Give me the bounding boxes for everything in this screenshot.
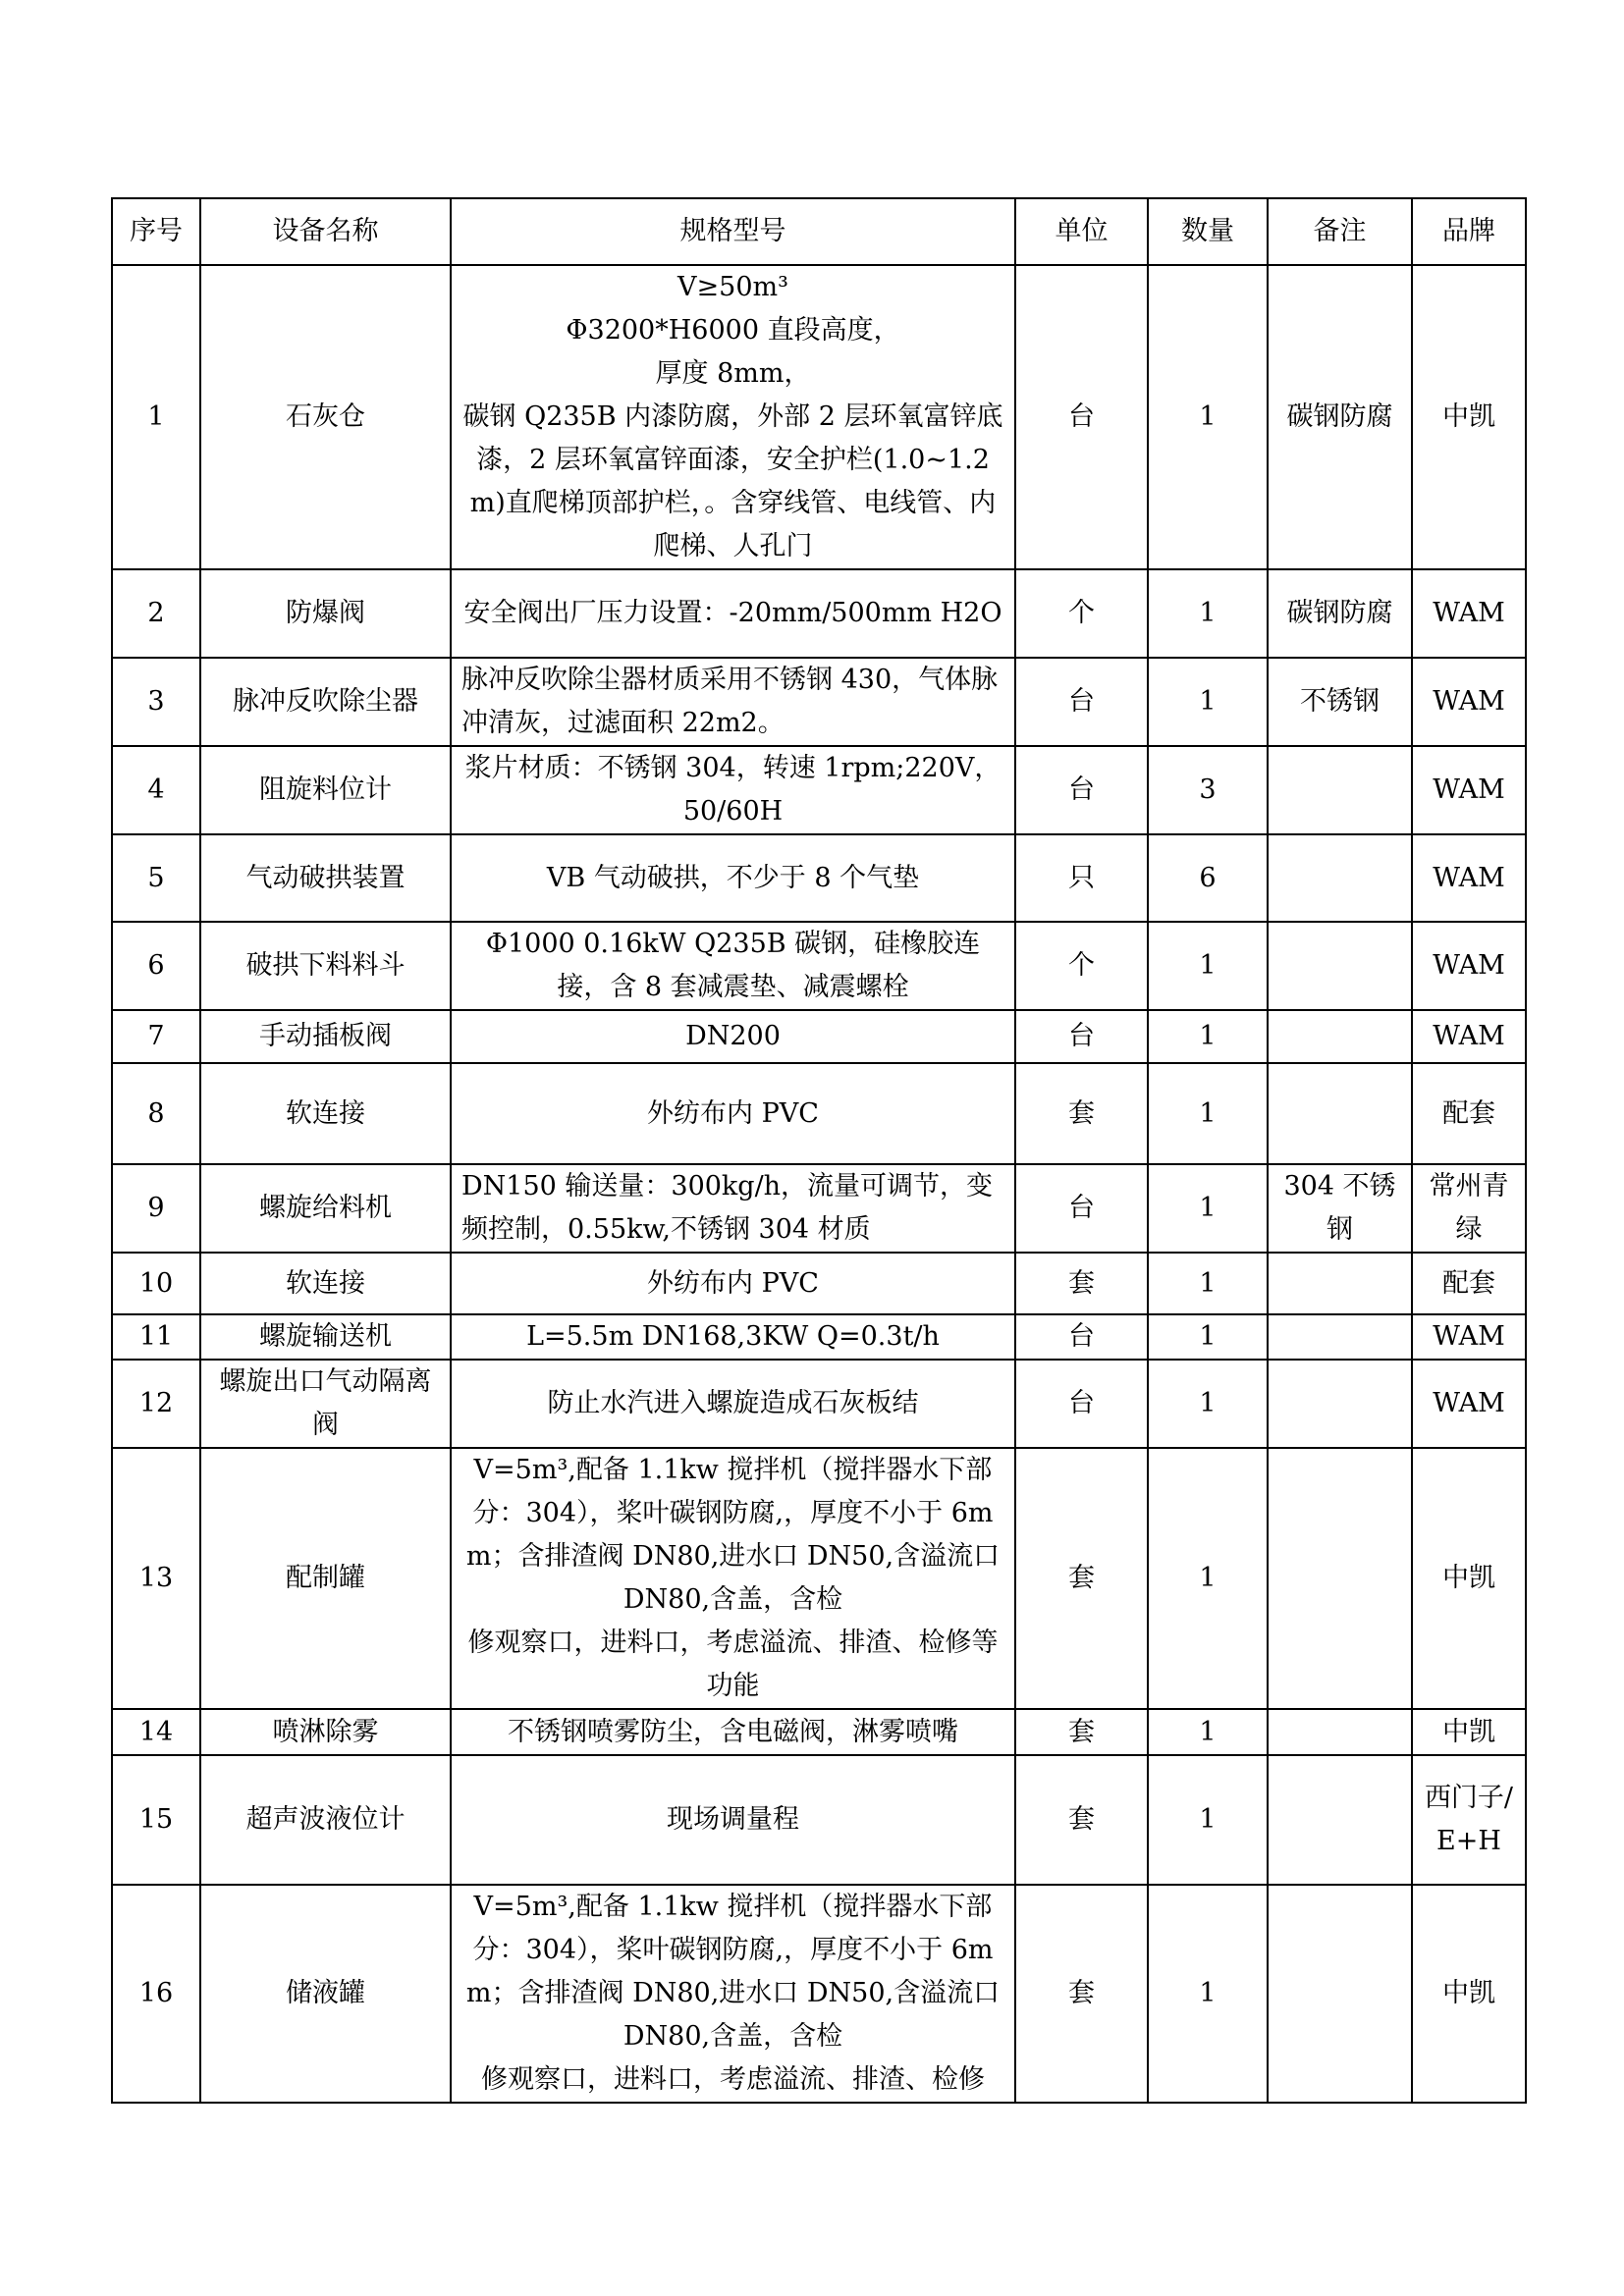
cell-spec: 外纺布内 PVC — [451, 1063, 1015, 1164]
cell-spec: VB 气动破拱，不少于 8 个气垫 — [451, 834, 1015, 922]
cell-brand: WAM — [1412, 746, 1526, 834]
header-no: 序号 — [112, 198, 200, 265]
cell-note — [1268, 1709, 1412, 1755]
header-spec: 规格型号 — [451, 198, 1015, 265]
cell-unit: 只 — [1015, 834, 1148, 922]
header-name: 设备名称 — [200, 198, 451, 265]
cell-note: 碳钢防腐 — [1268, 569, 1412, 658]
cell-unit: 套 — [1015, 1063, 1148, 1164]
cell-qty: 1 — [1148, 1314, 1268, 1360]
cell-name: 手动插板阀 — [200, 1010, 451, 1063]
equipment-table — [111, 197, 1527, 2104]
header-note: 备注 — [1268, 198, 1412, 265]
cell-no: 10 — [112, 1253, 200, 1314]
cell-unit: 台 — [1015, 1360, 1148, 1448]
cell-note — [1268, 746, 1412, 834]
cell-brand: 中凯 — [1412, 1885, 1526, 2103]
cell-no: 5 — [112, 834, 200, 922]
cell-brand: WAM — [1412, 658, 1526, 746]
cell-unit: 套 — [1015, 1253, 1148, 1314]
cell-note — [1268, 1253, 1412, 1314]
cell-spec: 脉冲反吹除尘器材质采用不锈钢 430，气体脉冲清灰，过滤面积 22m2。 — [451, 658, 1015, 746]
cell-brand: 配套 — [1412, 1063, 1526, 1164]
cell-no: 12 — [112, 1360, 200, 1448]
table-row — [112, 746, 1526, 834]
cell-qty: 1 — [1148, 1360, 1268, 1448]
cell-note: 304 不锈钢 — [1268, 1164, 1412, 1253]
cell-spec: 浆片材质：不锈钢 304，转速 1rpm;220V，50/60H — [451, 746, 1015, 834]
table-row — [112, 1709, 1526, 1755]
table-row — [112, 569, 1526, 658]
cell-brand: WAM — [1412, 1360, 1526, 1448]
cell-name: 石灰仓 — [200, 265, 451, 569]
cell-no: 2 — [112, 569, 200, 658]
cell-note: 不锈钢 — [1268, 658, 1412, 746]
cell-unit: 台 — [1015, 1314, 1148, 1360]
cell-note — [1268, 1448, 1412, 1709]
cell-name: 软连接 — [200, 1253, 451, 1314]
cell-brand: WAM — [1412, 922, 1526, 1010]
cell-no: 14 — [112, 1709, 200, 1755]
cell-unit: 台 — [1015, 1164, 1148, 1253]
cell-unit: 套 — [1015, 1885, 1148, 2103]
cell-brand: 配套 — [1412, 1253, 1526, 1314]
table-row — [112, 1253, 1526, 1314]
cell-spec: 安全阀出厂压力设置：-20mm/500mm H2O — [451, 569, 1015, 658]
table-row — [112, 265, 1526, 569]
cell-no: 7 — [112, 1010, 200, 1063]
cell-no: 6 — [112, 922, 200, 1010]
table-row — [112, 1360, 1526, 1448]
cell-qty: 1 — [1148, 658, 1268, 746]
table-row — [112, 1010, 1526, 1063]
cell-no: 16 — [112, 1885, 200, 2103]
cell-note — [1268, 922, 1412, 1010]
cell-unit: 个 — [1015, 922, 1148, 1010]
cell-note — [1268, 1314, 1412, 1360]
table-row — [112, 1755, 1526, 1885]
table-row — [112, 1885, 1526, 2103]
table-row — [112, 1314, 1526, 1360]
header-qty: 数量 — [1148, 198, 1268, 265]
cell-spec: L=5.5m DN168,3KW Q=0.3t/h — [451, 1314, 1015, 1360]
cell-note — [1268, 1885, 1412, 2103]
cell-note: 碳钢防腐 — [1268, 265, 1412, 569]
cell-brand: WAM — [1412, 834, 1526, 922]
table-row — [112, 1164, 1526, 1253]
cell-qty: 1 — [1148, 1709, 1268, 1755]
cell-unit: 套 — [1015, 1448, 1148, 1709]
cell-qty: 1 — [1148, 1448, 1268, 1709]
cell-brand: WAM — [1412, 569, 1526, 658]
cell-brand: 中凯 — [1412, 265, 1526, 569]
cell-brand: 中凯 — [1412, 1448, 1526, 1709]
cell-qty: 1 — [1148, 569, 1268, 658]
cell-qty: 1 — [1148, 1164, 1268, 1253]
table-row — [112, 658, 1526, 746]
cell-note — [1268, 834, 1412, 922]
table-row — [112, 1448, 1526, 1709]
cell-note — [1268, 1360, 1412, 1448]
cell-spec: 防止水汽进入螺旋造成石灰板结 — [451, 1360, 1015, 1448]
cell-name: 螺旋输送机 — [200, 1314, 451, 1360]
cell-unit: 套 — [1015, 1755, 1148, 1885]
table-row — [112, 834, 1526, 922]
cell-name: 配制罐 — [200, 1448, 451, 1709]
cell-name: 破拱下料料斗 — [200, 922, 451, 1010]
cell-name: 软连接 — [200, 1063, 451, 1164]
cell-no: 13 — [112, 1448, 200, 1709]
cell-no: 3 — [112, 658, 200, 746]
cell-unit: 个 — [1015, 569, 1148, 658]
cell-note — [1268, 1755, 1412, 1885]
cell-qty: 1 — [1148, 922, 1268, 1010]
cell-spec: 不锈钢喷雾防尘，含电磁阀，淋雾喷嘴 — [451, 1709, 1015, 1755]
cell-qty: 6 — [1148, 834, 1268, 922]
cell-qty: 1 — [1148, 1063, 1268, 1164]
cell-name: 脉冲反吹除尘器 — [200, 658, 451, 746]
cell-unit: 台 — [1015, 658, 1148, 746]
cell-spec: V=5m³,配备 1.1kw 搅拌机（搅拌器水下部分：304），桨叶碳钢防腐,，厚度不小于 6mm；含排渣阀 DN80,进水口 DN50,含溢流口 DN80,含盖，含检 修观察口，进料口，考虑溢流、排渣、检修 — [451, 1885, 1015, 2103]
cell-qty: 1 — [1148, 1885, 1268, 2103]
cell-no: 1 — [112, 265, 200, 569]
cell-name: 防爆阀 — [200, 569, 451, 658]
cell-name: 超声波液位计 — [200, 1755, 451, 1885]
cell-qty: 1 — [1148, 1755, 1268, 1885]
header-brand: 品牌 — [1412, 198, 1526, 265]
table-row — [112, 1063, 1526, 1164]
cell-name: 阻旋料位计 — [200, 746, 451, 834]
cell-no: 15 — [112, 1755, 200, 1885]
cell-spec: DN200 — [451, 1010, 1015, 1063]
cell-spec: DN150 输送量：300kg/h，流量可调节，变频控制，0.55kw,不锈钢 304 材质 — [451, 1164, 1015, 1253]
cell-no: 11 — [112, 1314, 200, 1360]
cell-note — [1268, 1063, 1412, 1164]
cell-spec: 外纺布内 PVC — [451, 1253, 1015, 1314]
cell-qty: 1 — [1148, 265, 1268, 569]
cell-unit: 台 — [1015, 746, 1148, 834]
cell-qty: 1 — [1148, 1253, 1268, 1314]
cell-brand: 西门子/E+H — [1412, 1755, 1526, 1885]
cell-unit: 台 — [1015, 265, 1148, 569]
cell-name: 储液罐 — [200, 1885, 451, 2103]
cell-spec: Φ1000 0.16kW Q235B 碳钢，硅橡胶连接，含 8 套减震垫、减震螺栓 — [451, 922, 1015, 1010]
cell-name: 气动破拱装置 — [200, 834, 451, 922]
header-row — [112, 198, 1526, 265]
cell-name: 螺旋出口气动隔离阀 — [200, 1360, 451, 1448]
cell-unit: 台 — [1015, 1010, 1148, 1063]
cell-brand: 常州青绿 — [1412, 1164, 1526, 1253]
cell-brand: WAM — [1412, 1010, 1526, 1063]
cell-spec: V≥50m³ Φ3200*H6000 直段高度， 厚度 8mm， 碳钢 Q235B 内漆防腐，外部 2 层环氧富锌底漆，2 层环氧富锌面漆，安全护栏(1.0~1.2m)直爬梯顶部护栏，。含穿线管、电线管、内爬梯、人孔门 — [451, 265, 1015, 569]
cell-qty: 1 — [1148, 1010, 1268, 1063]
cell-name: 螺旋给料机 — [200, 1164, 451, 1253]
cell-unit: 套 — [1015, 1709, 1148, 1755]
table-row — [112, 922, 1526, 1010]
cell-qty: 3 — [1148, 746, 1268, 834]
cell-no: 4 — [112, 746, 200, 834]
cell-no: 8 — [112, 1063, 200, 1164]
cell-spec: V=5m³,配备 1.1kw 搅拌机（搅拌器水下部分：304），桨叶碳钢防腐,，厚度不小于 6mm；含排渣阀 DN80,进水口 DN50,含溢流口 DN80,含盖，含检 修观察口，进料口，考虑溢流、排渣、检修等功能 — [451, 1448, 1015, 1709]
header-unit: 单位 — [1015, 198, 1148, 265]
cell-brand: 中凯 — [1412, 1709, 1526, 1755]
cell-spec: 现场调量程 — [451, 1755, 1015, 1885]
cell-name: 喷淋除雾 — [200, 1709, 451, 1755]
cell-note — [1268, 1010, 1412, 1063]
cell-no: 9 — [112, 1164, 200, 1253]
cell-brand: WAM — [1412, 1314, 1526, 1360]
